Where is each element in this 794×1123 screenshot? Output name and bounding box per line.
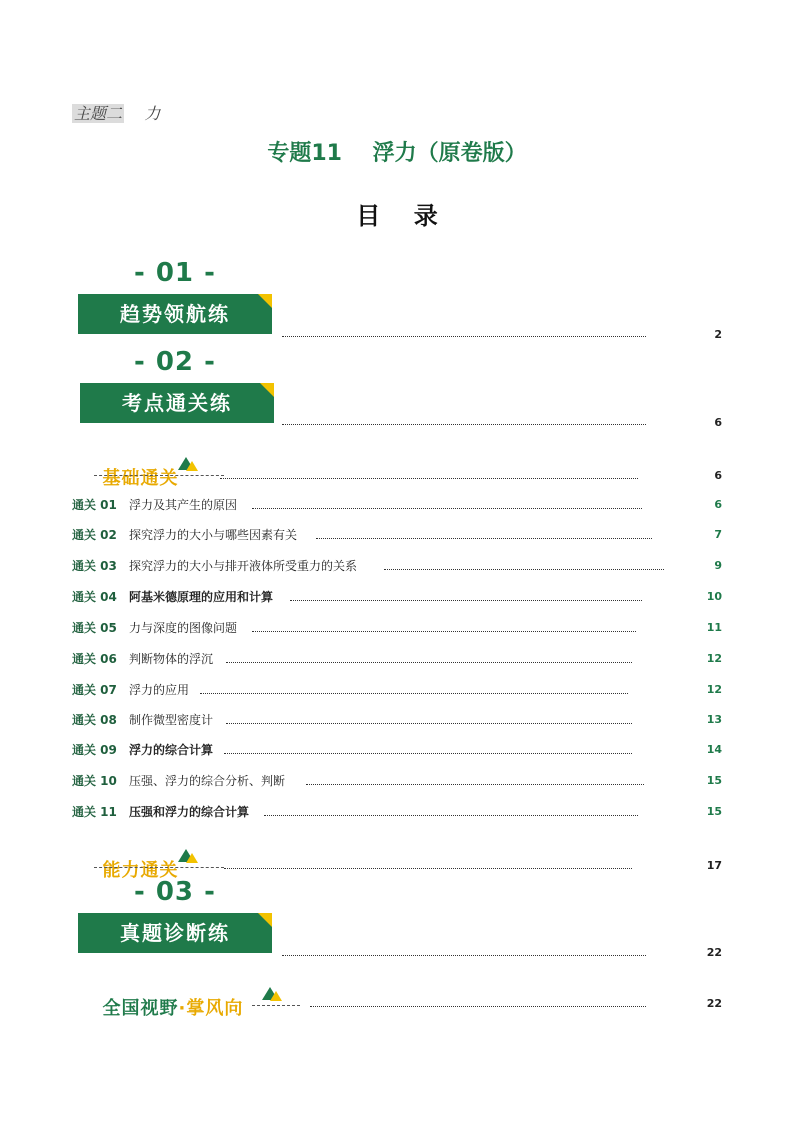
- corner-flag-icon: [258, 294, 272, 308]
- entry-03-text[interactable]: 探究浮力的大小与排开液体所受重力的关系: [129, 559, 358, 573]
- subhead-underline: [252, 1005, 300, 1006]
- entry-02-text[interactable]: 探究浮力的大小与哪些因素有关: [129, 528, 298, 542]
- entry-01-page[interactable]: 6: [714, 498, 722, 511]
- entry-11-label: 通关 11: [72, 805, 117, 819]
- toc-leader-dots: [384, 569, 664, 570]
- entry-06-text[interactable]: 判断物体的浮沉: [129, 652, 214, 666]
- section-02-banner[interactable]: [80, 383, 274, 423]
- toc-leader-dots: [224, 753, 632, 754]
- entry-08-text[interactable]: 制作微型密度计: [129, 713, 214, 727]
- toc-leader-dots: [282, 955, 646, 956]
- entry-07-label: 通关 07: [72, 683, 117, 697]
- mountain-accent-icon: [186, 853, 198, 863]
- entry-08-page[interactable]: 13: [706, 713, 722, 726]
- entry-09-page[interactable]: 14: [706, 743, 722, 756]
- toc-leader-dots: [252, 508, 642, 509]
- subhead-national-page[interactable]: 22: [706, 997, 722, 1010]
- entry-11-page[interactable]: 15: [706, 805, 722, 818]
- section-03-banner[interactable]: [78, 913, 272, 953]
- entry-07-text[interactable]: 浮力的应用: [129, 683, 190, 697]
- toc-leader-dots: [226, 662, 632, 663]
- toc-leader-dots: [264, 815, 638, 816]
- toc-leader-dots: [224, 868, 632, 869]
- subhead-ability-label: 能力通关: [102, 860, 179, 881]
- mountain-accent-icon: [186, 461, 198, 471]
- entry-01-text[interactable]: 浮力及其产生的原因: [129, 498, 238, 512]
- separator-dot: ·: [178, 998, 187, 1019]
- entry-05-page[interactable]: 11: [706, 621, 722, 634]
- toc-leader-dots: [282, 336, 646, 337]
- section-03-page[interactable]: 22: [706, 946, 722, 959]
- document-title: 专题11 浮力（原卷版）: [267, 141, 527, 166]
- entry-01-label: 通关 01: [72, 498, 117, 512]
- section-03-number: - 03 -: [134, 877, 216, 907]
- toc-leader-dots: [282, 424, 646, 425]
- subhead-national-label-b: 掌风向: [186, 998, 244, 1019]
- subhead-underline: [94, 867, 224, 868]
- entry-07-page[interactable]: 12: [706, 683, 722, 696]
- toc-leader-dots: [226, 723, 632, 724]
- toc-leader-dots: [252, 631, 636, 632]
- entry-09-text[interactable]: 浮力的综合计算: [129, 743, 214, 757]
- entry-04-text[interactable]: 阿基米德原理的应用和计算: [129, 590, 274, 604]
- subhead-national-label-a: 全国视野: [102, 998, 179, 1019]
- entry-02-page[interactable]: 7: [714, 528, 722, 541]
- entry-11-text[interactable]: 压强和浮力的综合计算: [129, 805, 250, 819]
- subhead-basic-label: 基础通关: [102, 468, 179, 489]
- toc-leader-dots: [200, 693, 628, 694]
- toc-leader-dots: [310, 1006, 646, 1007]
- entry-03-page[interactable]: 9: [714, 559, 722, 572]
- subhead-ability-page[interactable]: 17: [706, 859, 722, 872]
- entry-05-label: 通关 05: [72, 621, 117, 635]
- entry-03-label: 通关 03: [72, 559, 117, 573]
- entry-10-label: 通关 10: [72, 774, 117, 788]
- entry-10-text[interactable]: 压强、浮力的综合分析、判断: [129, 774, 286, 788]
- entry-02-label: 通关 02: [72, 528, 117, 542]
- entry-09-label: 通关 09: [72, 743, 117, 757]
- entry-04-page[interactable]: 10: [706, 590, 722, 603]
- subhead-basic-page[interactable]: 6: [714, 469, 722, 482]
- entry-08-label: 通关 08: [72, 713, 117, 727]
- toc-leader-dots: [220, 478, 638, 479]
- section-01-page[interactable]: 2: [714, 328, 722, 341]
- theme-tag-part1: 主题二: [74, 104, 123, 123]
- theme-tag: [72, 102, 160, 126]
- section-02-banner-label: 考点通关练: [122, 391, 232, 415]
- subhead-underline: [94, 475, 224, 476]
- corner-flag-icon: [258, 913, 272, 927]
- section-01-banner[interactable]: [78, 294, 272, 334]
- toc-leader-dots: [290, 600, 642, 601]
- entry-05-text[interactable]: 力与深度的图像问题: [129, 621, 238, 635]
- entry-10-page[interactable]: 15: [706, 774, 722, 787]
- corner-flag-icon: [260, 383, 274, 397]
- entry-06-page[interactable]: 12: [706, 652, 722, 665]
- section-02-page[interactable]: 6: [714, 416, 722, 429]
- toc-leader-dots: [316, 538, 652, 539]
- section-02-number: - 02 -: [134, 347, 216, 377]
- subhead-national[interactable]: [88, 973, 243, 1041]
- toc-leader-dots: [306, 784, 644, 785]
- toc-title: 目 录: [356, 202, 438, 230]
- entry-04-label: 通关 04: [72, 590, 117, 604]
- theme-tag-part2: 力: [144, 104, 161, 123]
- section-03-banner-label: 真题诊断练: [120, 921, 230, 945]
- mountain-accent-icon: [270, 991, 282, 1001]
- section-01-banner-label: 趋势领航练: [120, 302, 230, 326]
- entry-06-label: 通关 06: [72, 652, 117, 666]
- section-01-number: - 01 -: [134, 258, 216, 288]
